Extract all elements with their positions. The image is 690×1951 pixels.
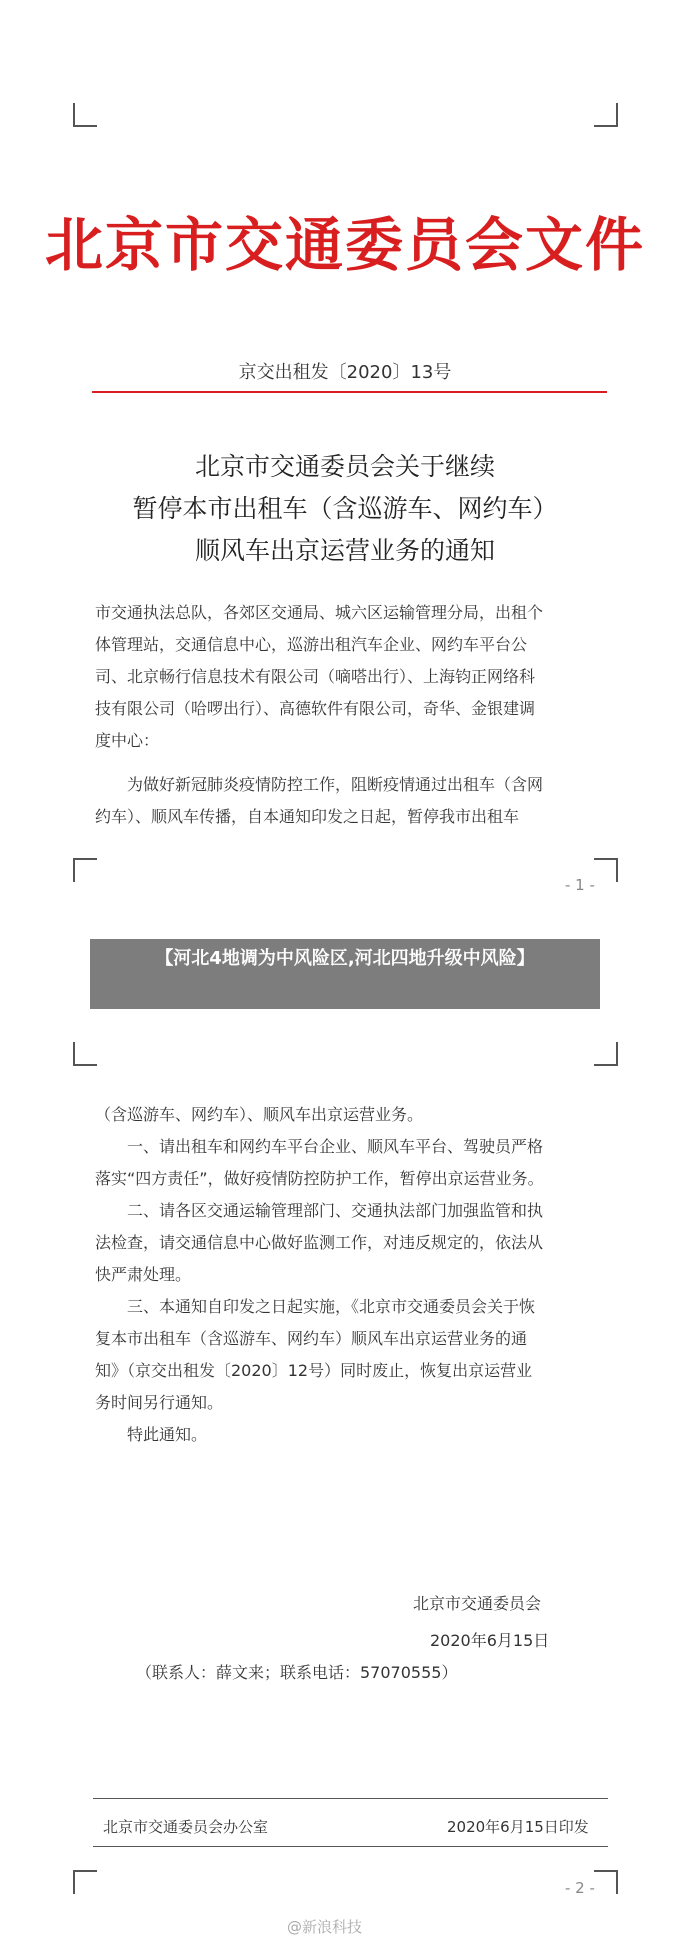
issuing-office: 北京市交通委员会办公室: [103, 1818, 269, 1836]
watermark: @新浪科技: [287, 1918, 363, 1936]
crop-mark-top-left: [73, 1042, 97, 1066]
notice-title-line: 顺风车出京运营业务的通知: [194, 536, 495, 565]
text-line: 市交通执法总队，各郊区交通局、城六区运输管理分局，出租个: [95, 603, 544, 622]
text-line: 知》（京交出租发〔2020〕12号）同时废止，恢复出京运营业: [95, 1361, 533, 1380]
crop-mark-top-left: [73, 103, 97, 127]
text-line: 特此通知。: [95, 1425, 208, 1444]
text-line: 一、请出租车和网约车平台企业、顺风车平台、驾驶员严格: [95, 1137, 544, 1156]
text-line: 复本市出租车（含巡游车、网约车）顺风车出京运营业务的通: [95, 1329, 528, 1348]
text-line: 体管理站，交通信息中心，巡游出租汽车企业、网约车平台公: [95, 635, 528, 654]
addressees-paragraph: [95, 597, 615, 757]
text-line: 落实“四方责任”，做好疫情防控防护工作，暂停出京运营业务。: [95, 1169, 544, 1188]
intro-paragraph: [95, 769, 615, 833]
headline-banner-text: 【河北4地调为中风险区,河北四地升级中风险】: [155, 948, 535, 969]
print-date: 2020年6月15日印发: [447, 1818, 589, 1836]
crop-mark-bottom-left: [73, 1870, 97, 1894]
notice-title-line: 暂停本市出租车（含巡游车、网约车）: [132, 494, 558, 523]
text-line: 二、请各区交通运输管理部门、交通执法部门加强监管和执: [95, 1201, 544, 1220]
crop-mark-top-right: [594, 103, 618, 127]
contact-info: （联系人：薛文来；联系电话：57070555）: [136, 1663, 458, 1682]
text-line: 技有限公司（哈啰出行）、高德软件有限公司，奇华、金银建调: [95, 699, 536, 718]
text-line: 约车）、顺风车传播，自本通知印发之日起，暂停我市出租车: [95, 807, 520, 826]
page-number: - 2 -: [565, 1879, 595, 1897]
crop-mark-top-right: [594, 1042, 618, 1066]
notice-body: [95, 1099, 615, 1451]
text-line: （含巡游车、网约车）、顺风车出京运营业务。: [95, 1105, 424, 1124]
text-line: 司、北京畅行信息技术有限公司（嘀嗒出行）、上海钧正网络科: [95, 667, 536, 686]
footer-rule-top: [93, 1798, 608, 1799]
document-header-title: 北京市交通委员会文件: [44, 211, 645, 279]
crop-mark-bottom-left: [73, 858, 97, 882]
signer: 北京市交通委员会: [413, 1594, 542, 1613]
red-divider: [92, 391, 607, 393]
crop-mark-bottom-right: [594, 858, 618, 882]
text-line: 务时间另行通知。: [95, 1393, 224, 1412]
crop-mark-bottom-right: [594, 1870, 618, 1894]
notice-title: [0, 446, 690, 572]
text-line: 三、本通知自印发之日起实施，《北京市交通委员会关于恢: [95, 1297, 536, 1316]
page-number: - 1 -: [565, 876, 595, 894]
document-number: 京交出租发〔2020〕13号: [238, 362, 452, 383]
text-line: 度中心：: [95, 731, 160, 750]
issue-date: 2020年6月15日: [430, 1631, 550, 1650]
text-line: 快严肃处理。: [95, 1265, 192, 1284]
footer-rule-bottom: [93, 1846, 608, 1847]
text-line: 法检查，请交通信息中心做好监测工作，对违反规定的，依法从: [95, 1233, 544, 1252]
notice-title-line: 北京市交通委员会关于继续: [194, 452, 495, 481]
text-line: 为做好新冠肺炎疫情防控工作，阻断疫情通过出租车（含网: [95, 775, 544, 794]
